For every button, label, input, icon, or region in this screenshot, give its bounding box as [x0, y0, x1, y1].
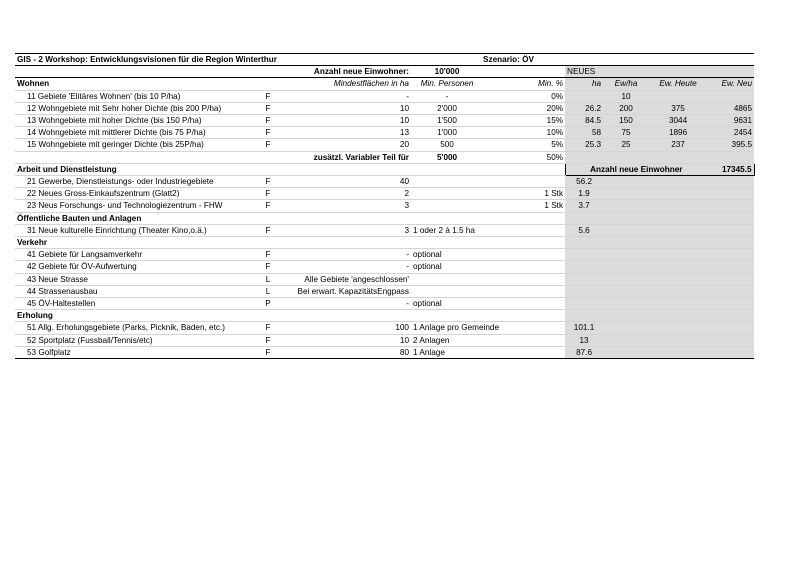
neues-header: NEUES — [565, 66, 754, 78]
row-ew-neu — [707, 90, 754, 102]
row-ha: 56.2 — [565, 176, 603, 188]
row-ha: 5.6 — [565, 224, 603, 236]
row-min-percent — [483, 346, 565, 358]
row-min-percent: 5% — [483, 139, 565, 151]
row-min-area: 10 — [283, 115, 411, 127]
table-row — [15, 322, 754, 334]
row-label: 23 Neus Forschungs- und Technologiezentrum - FHW — [15, 200, 253, 212]
row-min-persons: 500 — [411, 139, 483, 151]
row-min-area: 3 — [283, 224, 411, 236]
document-title: GIS - 2 Workshop: Entwicklungsvisionen für die Region Winterthur — [15, 54, 483, 66]
row-min-area: 3 — [283, 200, 411, 212]
row-requirement: 1 Anlage — [411, 346, 483, 358]
table-row — [15, 273, 754, 285]
row-ew-heute: 1896 — [649, 127, 707, 139]
table-row — [15, 249, 754, 261]
section-oeffentlich: Öffentliche Bauten und Anlagen — [15, 212, 565, 224]
row-min-percent — [483, 285, 565, 297]
row-requirement: 1 Anlage pro Gemeinde — [413, 323, 500, 333]
section-arbeit: Arbeit und Dienstleistung — [15, 163, 565, 175]
row-min-percent — [483, 249, 565, 261]
row-code: F — [253, 102, 283, 114]
row-min-area: Bei erwart. KapazitätsEngpass — [283, 285, 411, 297]
new-residents-value: 10'000 — [411, 66, 483, 78]
table-row — [15, 115, 754, 127]
planning-table — [15, 53, 755, 359]
row-min-percent: 0% — [483, 90, 565, 102]
row-requirement: optional — [411, 261, 483, 273]
row-label: 31 Neue kulturelle Einrichtung (Theater Kino,o.ä.) — [15, 224, 253, 236]
row-min-area: - — [283, 261, 411, 273]
row-min-area: 40 — [283, 176, 411, 188]
section-header-row — [15, 212, 754, 224]
row-label: 53 Golfplatz — [15, 346, 253, 358]
variable-part-percent: 50% — [483, 151, 565, 163]
section-erholung: Erholung — [15, 310, 565, 322]
row-ha — [565, 261, 603, 273]
variable-part-label: zusätzl. Variabler Teil für — [283, 151, 411, 163]
variable-part-row — [15, 151, 754, 163]
row-ew-ha: 200 — [603, 102, 649, 114]
row-min-percent: 10% — [483, 127, 565, 139]
section-header-row — [15, 163, 754, 175]
grey-filler — [603, 224, 754, 236]
row-min-persons: 1'500 — [411, 115, 483, 127]
row-code: F — [253, 322, 283, 334]
row-ha: 87.6 — [565, 346, 603, 358]
spacer-cell — [15, 151, 253, 163]
row-min-area: 10 — [283, 334, 411, 346]
row-min-area: 13 — [283, 127, 411, 139]
row-min-percent: 1 Stk — [483, 200, 565, 212]
row-label: 52 Sportplatz (Fussball/Tennis/etc) — [15, 334, 253, 346]
row-code: F — [253, 115, 283, 127]
col-header-min-percent: Min. % — [483, 78, 565, 90]
row-requirement — [411, 200, 483, 212]
col-header-ew-heute: Ew. Heute — [649, 78, 707, 90]
row-ew-neu: 4865 — [707, 102, 754, 114]
section-header-row — [15, 310, 754, 322]
row-code: F — [253, 188, 283, 200]
row-code: L — [253, 285, 283, 297]
row-label: 15 Wohngebiete mit geringer Dichte (bis 25P/ha) — [15, 139, 253, 151]
row-ew-ha: 150 — [603, 115, 649, 127]
row-ha — [565, 285, 603, 297]
row-ha: 25.3 — [565, 139, 603, 151]
row-min-percent — [483, 261, 565, 273]
row-label: 45 ÖV-Haltestellen — [15, 298, 253, 310]
row-code: F — [253, 249, 283, 261]
table-row — [15, 127, 754, 139]
new-residents-label: Anzahl neue Einwohner: — [283, 66, 411, 78]
grey-filler — [603, 285, 754, 297]
row-min-area: 10 — [283, 102, 411, 114]
row-ha: 13 — [565, 334, 603, 346]
row-min-percent — [483, 298, 565, 310]
row-min-area: - — [283, 249, 411, 261]
row-label: 41 Gebiete für Langsamverkehr — [15, 249, 253, 261]
row-label: 11 Gebiete 'Elitäres Wohnen' (bis 10 P/ha) — [15, 90, 253, 102]
table-row — [15, 139, 754, 151]
col-header-min-persons: Min. Personen — [411, 78, 483, 90]
spacer-cell — [253, 151, 283, 163]
section-wohnen: Wohnen — [15, 78, 253, 90]
grey-filler — [603, 273, 754, 285]
row-requirement: optional — [411, 298, 483, 310]
row-label: 42 Gebiete für ÖV-Aufwertung — [15, 261, 253, 273]
table-row — [15, 346, 754, 358]
row-code: P — [253, 298, 283, 310]
row-code: F — [253, 139, 283, 151]
row-min-area: 80 — [283, 346, 411, 358]
row-min-area: 20 — [283, 139, 411, 151]
row-ew-heute: 375 — [649, 102, 707, 114]
grey-filler — [603, 334, 754, 346]
section-verkehr: Verkehr — [15, 237, 565, 249]
table-row — [15, 176, 754, 188]
row-label: 22 Neues Gross-Einkaufszentrum (Glatt2) — [15, 188, 253, 200]
variable-part-value: 5'000 — [411, 151, 483, 163]
grey-filler — [603, 200, 754, 212]
row-requirement — [411, 285, 483, 297]
row-min-percent: 20% — [483, 102, 565, 114]
row-requirement — [411, 176, 483, 188]
grey-filler — [565, 310, 754, 322]
row-min-percent — [483, 273, 565, 285]
row-requirement: 1 oder 2 à 1.5 ha — [411, 224, 483, 236]
grey-filler — [565, 237, 754, 249]
row-code: F — [253, 224, 283, 236]
grey-filler — [603, 249, 754, 261]
col-header-ew-neu: Ew. Neu — [707, 78, 754, 90]
row-min-area: 2 — [283, 188, 411, 200]
row-min-persons: 1'000 — [411, 127, 483, 139]
table-row — [15, 334, 754, 346]
row-min-persons: - — [411, 90, 483, 102]
row-min-percent — [483, 176, 565, 188]
row-min-area: - — [283, 90, 411, 102]
row-label: 21 Gewerbe, Dienstleistungs- oder Industriegebiete — [15, 176, 253, 188]
col-header-ha: ha — [565, 78, 603, 90]
row-ha: 26.2 — [565, 102, 603, 114]
table-row — [15, 90, 754, 102]
row-min-area: 100 — [283, 322, 411, 334]
grey-filler — [565, 212, 754, 224]
table-row — [15, 200, 754, 212]
row-min-area: - — [283, 298, 411, 310]
col-header-min-area: Mindestflächen in ha — [283, 78, 411, 90]
total-residents-label: Anzahl neue Einwohner — [565, 163, 707, 175]
row-label: 13 Wohngebiete mit hoher Dichte (bis 150 P/ha) — [15, 115, 253, 127]
row-code: F — [253, 90, 283, 102]
row-code: F — [253, 200, 283, 212]
row-min-percent: 15% — [483, 115, 565, 127]
row-label: 51 Allg. Erholungsgebiete (Parks, Picknik, Baden, etc.) — [15, 322, 253, 334]
section-header-row — [15, 237, 754, 249]
row-label: 43 Neue Strasse — [15, 273, 253, 285]
row-ha: 58 — [565, 127, 603, 139]
table-row — [15, 285, 754, 297]
row-ew-ha: 25 — [603, 139, 649, 151]
row-ha — [565, 90, 603, 102]
grey-filler — [603, 322, 754, 334]
row-ha — [565, 298, 603, 310]
row-min-percent — [483, 224, 565, 236]
row-ha: 1.9 — [565, 188, 603, 200]
row-ha — [565, 273, 603, 285]
table-row — [15, 261, 754, 273]
row-ha: 3.7 — [565, 200, 603, 212]
row-label: 44 Strassenausbau — [15, 285, 253, 297]
row-code: F — [253, 261, 283, 273]
grey-filler — [603, 188, 754, 200]
row-code: F — [253, 176, 283, 188]
grey-filler — [565, 151, 754, 163]
table-row — [15, 102, 754, 114]
row-ew-heute: 237 — [649, 139, 707, 151]
row-label: 12 Wohngebiete mit Sehr hoher Dichte (bis 200 P/ha) — [15, 102, 253, 114]
row-ha — [565, 249, 603, 261]
total-residents-value: 17345.5 — [707, 163, 754, 175]
grey-filler — [603, 298, 754, 310]
row-code: L — [253, 273, 283, 285]
row-ew-ha: 75 — [603, 127, 649, 139]
row-code: F — [253, 127, 283, 139]
row-min-persons: 2'000 — [411, 102, 483, 114]
row-min-area: Alle Gebiete 'angeschlossen' — [283, 273, 411, 285]
row-ew-neu: 9631 — [707, 115, 754, 127]
row-ha: 101.1 — [565, 322, 603, 334]
row-min-percent — [483, 334, 565, 346]
row-ew-heute: 3044 — [649, 115, 707, 127]
row-requirement: 2 Anlagen — [411, 334, 483, 346]
row-code: F — [253, 334, 283, 346]
row-requirement — [411, 188, 483, 200]
row-ew-heute — [649, 90, 707, 102]
scenario-label: Szenario: ÖV — [483, 54, 754, 66]
table-row — [15, 298, 754, 310]
row-ha: 84.5 — [565, 115, 603, 127]
row-ew-neu: 395.5 — [707, 139, 754, 151]
grey-filler — [603, 346, 754, 358]
row-min-percent: 1 Stk — [483, 188, 565, 200]
row-code: F — [253, 346, 283, 358]
grey-filler — [603, 261, 754, 273]
table-row — [15, 188, 754, 200]
grey-filler — [603, 176, 754, 188]
table-row — [15, 224, 754, 236]
row-ew-neu: 2454 — [707, 127, 754, 139]
row-requirement: optional — [411, 249, 483, 261]
col-header-ew-ha: Ew/ha — [603, 78, 649, 90]
row-ew-ha: 10 — [603, 90, 649, 102]
row-requirement — [411, 273, 483, 285]
row-label: 14 Wohngebiete mit mittlerer Dichte (bis 75 P/ha) — [15, 127, 253, 139]
